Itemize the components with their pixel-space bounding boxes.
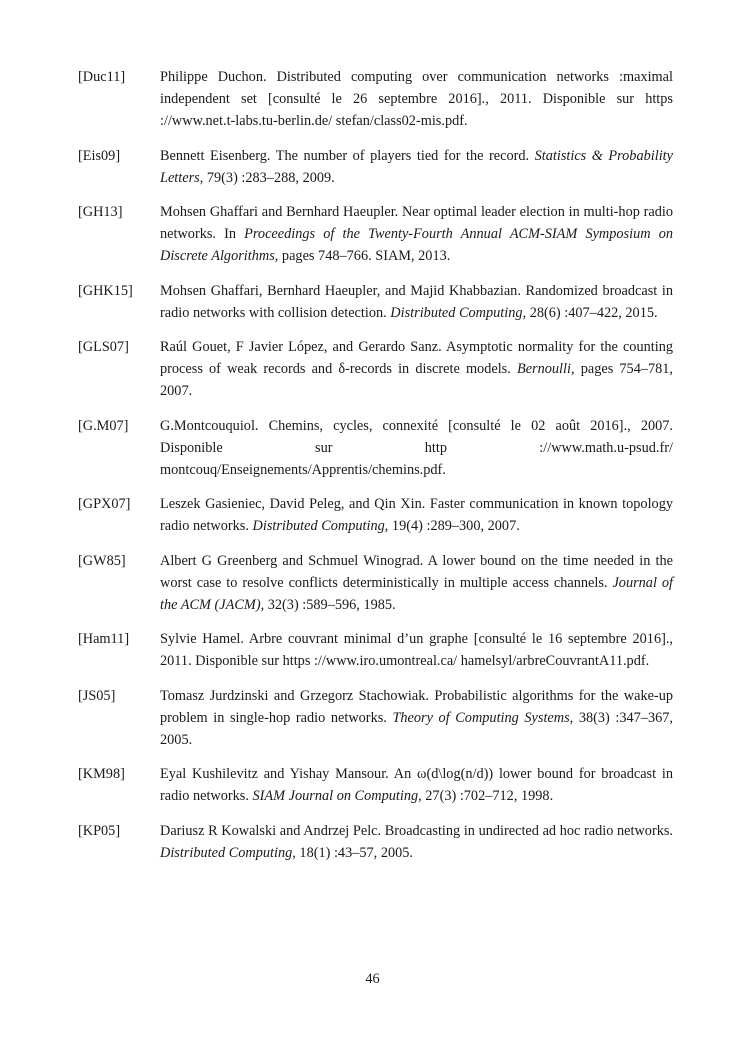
reference-venue: Theory of Computing Systems [392, 709, 570, 726]
reference-details: , 28(6) :407–422, 2015. [522, 304, 658, 321]
reference-venue: Journal of the ACM (JACM) [160, 574, 673, 614]
reference-text [160, 201, 673, 268]
reference-entry [78, 145, 673, 189]
reference-venue: Bernoulli [516, 361, 571, 378]
reference-text-main: Albert G Greenberg and Schmuel Winograd. A lower bound on the time needed in the worst case to resolve conflicts deterministically in multiple access channels. [160, 552, 673, 591]
reference-entry [78, 685, 673, 752]
reference-text-main: G.Montcouquiol. Chemins, cycles, connexité [consulté le 02 août 2016]., 2007. Disponible sur http ://www.math.u-psud.fr/ montcouq/Enseignements/Apprentis/chemins.pdf. [160, 417, 673, 479]
reference-text [160, 145, 673, 189]
reference-venue: Distributed Computing [252, 518, 385, 535]
reference-details: , 38(3) :347–367, 2005. [160, 709, 673, 749]
reference-text-main: Dariusz R Kowalski and Andrzej Pelc. Broadcasting in undirected ad hoc radio networks. [160, 822, 673, 839]
reference-key: [GLS07] [78, 339, 129, 356]
reference-text-main: Bennett Eisenberg. The number of players tied for the record. [160, 147, 535, 164]
reference-entry [78, 763, 673, 807]
reference-key: [JS05] [78, 687, 116, 704]
reference-entry [78, 336, 673, 403]
reference-venue: Distributed Computing [160, 844, 293, 861]
reference-text-main: Leszek Gasieniec, David Peleg, and Qin Xin. Faster communication in known topology radio networks. [160, 496, 673, 535]
reference-details: , 32(3) :589–596, 1985. [260, 597, 396, 614]
reference-entry [78, 628, 673, 672]
reference-details: , 27(3) :702–712, 1998. [418, 788, 554, 805]
reference-key: [G.M07] [78, 417, 129, 434]
reference-key: [GHK15] [78, 282, 133, 299]
reference-text [160, 628, 673, 672]
reference-details: , 18(1) :43–57, 2005. [292, 844, 413, 861]
reference-key: [KP05] [78, 822, 121, 839]
reference-entry [78, 550, 673, 617]
reference-text [160, 763, 673, 807]
reference-text [160, 685, 673, 752]
reference-key: [KM98] [78, 766, 125, 783]
reference-text [160, 493, 673, 537]
reference-venue: Proceedings of the Twenty-Fourth Annual ACM-SIAM Symposium on Discrete Algorithms [160, 226, 673, 265]
reference-details: , pages 748–766. SIAM, 2013. [274, 248, 451, 265]
reference-key: [Eis09] [78, 147, 121, 164]
reference-text-main: Philippe Duchon. Distributed computing over communication networks :maximal independent set [consulté le 26 septembre 2016]., 2011. Disponible sur https ://www.net.t-labs.tu-berlin.de/ stefan/class02-mis.pdf. [160, 69, 673, 130]
reference-key: [Duc11] [78, 69, 126, 85]
reference-venue: Statistics & Probability Letters [160, 147, 673, 186]
reference-details: , 19(4) :289–300, 2007. [384, 518, 520, 535]
reference-details: , pages 754–781, 2007. [160, 361, 674, 400]
reference-text [160, 820, 673, 864]
reference-entry [78, 493, 673, 537]
reference-venue: SIAM Journal on Computing [252, 788, 419, 805]
reference-key: [Ham11] [78, 631, 130, 648]
reference-text [160, 66, 673, 133]
page-number: 46 [365, 971, 380, 987]
reference-entry [78, 66, 673, 133]
reference-text-main: Sylvie Hamel. Arbre couvrant minimal d’un graphe [consulté le 16 septembre 2016]., 2011. Disponible sur https ://www.iro.umontreal.ca/ hamelsyl/arbreCouvrantA11.pdf. [160, 631, 673, 670]
reference-text-main: Raúl Gouet, F Javier López, and Gerardo Sanz. Asymptotic normality for the counting process of weak records and δ-records in discrete models. [160, 339, 673, 378]
reference-details: , 79(3) :283–288, 2009. [199, 169, 335, 186]
reference-key: [GH13] [78, 204, 123, 221]
reference-text-main: Tomasz Jurdzinski and Grzegorz Stachowiak. Probabilistic algorithms for the wake-up problem in single-hop radio networks. [160, 687, 673, 726]
reference-text [160, 280, 673, 324]
reference-entry [78, 201, 673, 268]
reference-text-main: Eyal Kushilevitz and Yishay Mansour. An ω(d\log(n/d)) lower bound for broadcast in radio networks. [160, 766, 673, 805]
reference-venue: Distributed Computing [390, 304, 523, 321]
reference-text [160, 415, 673, 482]
reference-entry [78, 820, 673, 864]
reference-text-main: Mohsen Ghaffari, Bernhard Haeupler, and Majid Khabbazian. Randomized broadcast in radio networks with collision detection. [160, 282, 673, 321]
reference-key: [GPX07] [78, 496, 131, 513]
reference-text [160, 336, 673, 403]
reference-key: [GW85] [78, 552, 126, 569]
reference-entry [78, 415, 673, 482]
reference-entry [78, 280, 673, 324]
reference-text-main: Mohsen Ghaffari and Bernhard Haeupler. Near optimal leader election in multi-hop radio networks. In [160, 204, 673, 243]
reference-text [160, 550, 673, 617]
bibliography-list [78, 66, 673, 876]
